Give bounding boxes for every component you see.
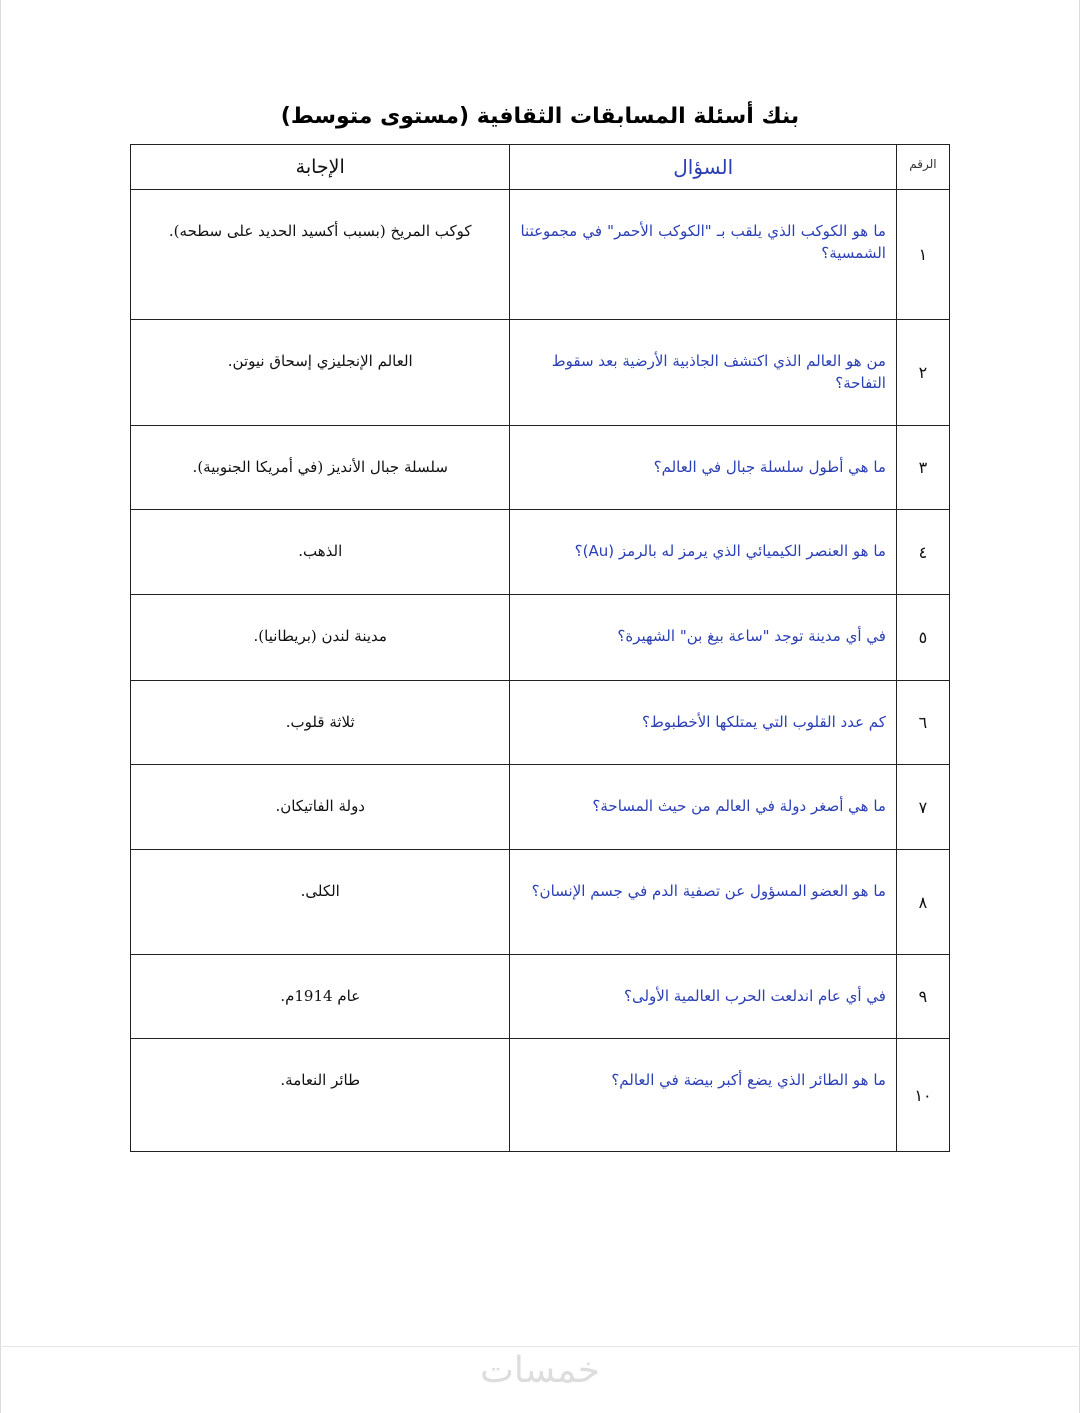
table-row (131, 426, 950, 510)
row-question: ما هي أصغر دولة في العالم من حيث المساحة؟ (510, 765, 896, 850)
row-question: ما هو العنصر الكيميائي الذي يرمز له بالرمز (Au)؟ (510, 510, 896, 595)
row-answer: مدينة لندن (بريطانيا). (131, 595, 510, 681)
table-row (131, 850, 950, 955)
row-number: ٢ (896, 320, 949, 426)
row-question: ما هو الكوكب الذي يلقب بـ "الكوكب الأحمر" في مجموعتنا الشمسية؟ (510, 190, 896, 320)
table-row (131, 681, 950, 765)
table-row (131, 1039, 950, 1152)
row-answer: دولة الفاتيكان. (131, 765, 510, 850)
table-row (131, 765, 950, 850)
row-answer: الذهب. (131, 510, 510, 595)
watermark-logo: خمسات (479, 1350, 601, 1391)
row-question: ما هي أطول سلسلة جبال في العالم؟ (510, 426, 896, 510)
table-row (131, 320, 950, 426)
row-number: ٤ (896, 510, 949, 595)
header-answer: الإجابة (131, 145, 510, 190)
row-answer: كوكب المريخ (بسبب أكسيد الحديد على سطحه). (131, 190, 510, 320)
row-number: ٧ (896, 765, 949, 850)
row-question: كم عدد القلوب التي يمتلكها الأخطبوط؟ (510, 681, 896, 765)
table-row (131, 190, 950, 320)
table-row (131, 595, 950, 681)
row-question: في أي عام اندلعت الحرب العالمية الأولى؟ (510, 955, 896, 1039)
row-answer: سلسلة جبال الأنديز (في أمريكا الجنوبية). (131, 426, 510, 510)
row-answer: ثلاثة قلوب. (131, 681, 510, 765)
row-question: ما هو الطائر الذي يضع أكبر بيضة في العالم؟ (510, 1039, 896, 1152)
row-number: ٨ (896, 850, 949, 955)
row-number: ٩ (896, 955, 949, 1039)
row-number: ١٠ (896, 1039, 949, 1152)
table-header-row (131, 145, 950, 190)
row-question: ما هو العضو المسؤول عن تصفية الدم في جسم الإنسان؟ (510, 850, 896, 955)
page-edge-left (0, 0, 1, 1413)
footer-divider (0, 1346, 1080, 1347)
page-title: بنك أسئلة المسابقات الثقافية (مستوى متوسط) (280, 104, 800, 129)
header-number: الرقم (896, 145, 949, 190)
quiz-table (130, 144, 950, 1152)
table-row (131, 955, 950, 1039)
row-number: ١ (896, 190, 949, 320)
row-answer: عام 1914م. (131, 955, 510, 1039)
row-answer: طائر النعامة. (131, 1039, 510, 1152)
row-question: من هو العالم الذي اكتشف الجاذبية الأرضية بعد سقوط التفاحة؟ (510, 320, 896, 426)
header-question: السؤال (510, 145, 896, 190)
row-number: ٥ (896, 595, 949, 681)
row-question: في أي مدينة توجد "ساعة بيغ بن" الشهيرة؟ (510, 595, 896, 681)
row-answer: العالم الإنجليزي إسحاق نيوتن. (131, 320, 510, 426)
table-row (131, 510, 950, 595)
row-number: ٦ (896, 681, 949, 765)
row-number: ٣ (896, 426, 949, 510)
row-answer: الكلى. (131, 850, 510, 955)
